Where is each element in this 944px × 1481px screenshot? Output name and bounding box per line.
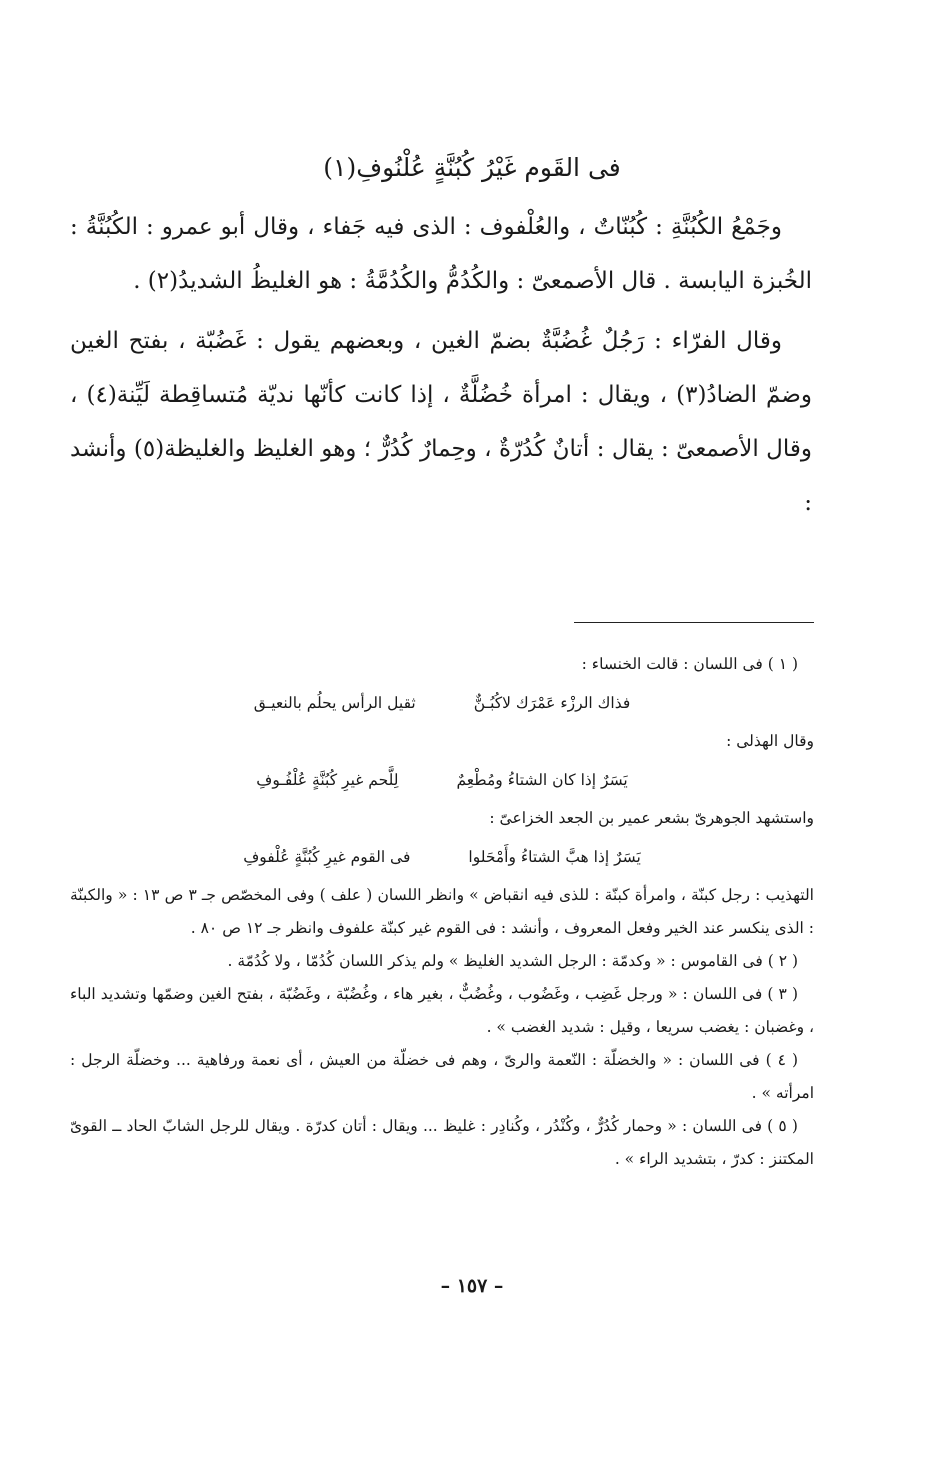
footnotes [70,648,814,1176]
verse-line: فى القَوم غَيْرُ كُبُنَّةٍ عُلْنُوفِ(١) [323,153,621,182]
verse-hemistich: يَسَرٌ إذا كان الشتاءُ ومُطْعِمٌ [456,771,628,789]
footnote-1-intro: ( ١ ) فى اللسان : قالت الخنساء : [581,655,798,673]
poetry-verse [70,835,814,879]
footnote-2: ( ٢ ) فى القاموس : « وكدمّة : الرجل الشديد الغليظ » ولم يذكر اللسان كُدُمّا ، ولا كُدُمّة . [227,952,798,970]
verse-hemistich: فى القوم غيرِ كُبُنَّةٍ عُلْفوفِ [243,848,411,866]
footnote-1-text: وقال الهذلى : [726,732,814,750]
footnote-separator [574,622,814,623]
verse-hemistich: فذاك الرزْء عَمْرَك لاكُبُـنٌّ [473,694,631,712]
verse-hemistich: يَسَرٌ إذا هبَّ الشتاءُ وأَمْحَلوا [468,848,641,866]
poetry-verse [70,758,814,802]
footnote-3: ( ٣ ) فى اللسان : « ورجل غَضِب ، وغَضُوب ، وغُضُبٌّ ، بغير هاء ، وغُضُبّة ، وغَضُبّة ، بفتح الغين وضمّها وتشديد الباء ، وغضبان : يغضب سريعا ، وقيل : شديد الغضب » . [70,985,814,1036]
footnote-1-text: واستشهد الجوهرىّ بشعر عمير بن الجعد الخزاعىّ : [489,809,814,827]
poetry-verse [70,681,814,725]
verse-hemistich: ثقيل الرأس يحلُم بالنعيـق [253,694,416,712]
body-paragraph: وجَمْعُ الكُبُنَّةِ : كُبُنّاتٌ ، والعُلْفوف : الذى فيه جَفاء ، وقال أبو عمرو : الكُبُنَّةُ : الخُبزة اليابسة . قال الأصمعىّ : والكُدُمُّ والكُدُمَّةُ : هو الغليظُ الشديدُ(٢) . [70,214,812,294]
verse-hemistich: لِلَّحم غيرِ كُبُنَّةٍ عُلْفُـوفِ [256,771,399,789]
footnote-5: ( ٥ ) فى اللسان : « وحمار كُدُرٌّ ، وكُنْدُر ، وكُنادِر : غليظ ... ويقال : أتان كدرّة . ويقال للرجل الشابّ الحاد ــ القوىّ المكتنز : كدرّ ، بتشديد الراء » . [70,1117,814,1168]
page-number: – ١٥٧ – [440,1275,504,1297]
main-text [70,200,812,530]
body-paragraph: وقال الفرّاء : رَجُلٌ غُضُبَّةٌ بضمّ الغين ، وبعضهم يقول : غَضُبّة ، بفتح الغين وضمّ الضادُ(٣) ، ويقال : امرأة خُضُلَّةٌ ، إذا كانت كأنّها نديّة مُتساقِطة لَيِّنة(٤) ، وقال الأصمعىّ : يقال : أتانٌ كُدُرّةٌ ، وحِمارٌ كُدُرٌّ ؛ وهو الغليظ والغليظة(٥) وأنشد : [70,328,812,516]
footnote-1-text: التهذيب : رجل كبنّة ، وامرأة كبنّة : للذى فيه انقباض » وانظر اللسان ( علف ) وفى المخصّص جـ ٣ ص ١٣ : « والكبنّة : الذى ينكسر عند الخير وفعل المعروف ، وأنشد : فى القوم غير كبنّة علفوف وانظر جـ ١٢ ص ٨٠ . [70,886,814,937]
footnote-4: ( ٤ ) فى اللسان : « والخضلّة : النّعمة والرىّ ، وهم فى خضلّة من العيش ، أى نعمة ورفاهية ... وخضلّة الرجل : امرأته » . [70,1051,814,1102]
